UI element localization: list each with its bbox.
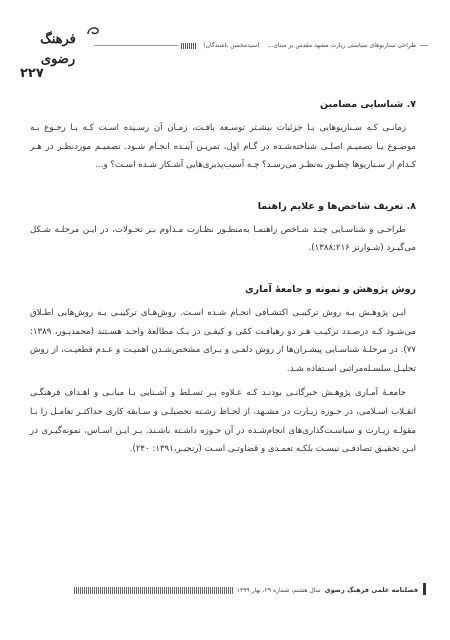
paragraph: طراحـی و شناسـایی چنـد شـاخص راهنمـا به‌منظـور نظـارت مـداوم بـر تحـولات، در ایـن مرحلـه شـکل می‌گیـرد (شـوارتز ۱۳۸۸:۲۱۶). <box>30 224 416 254</box>
paragraph: ایـن پژوهـش بـه روش ترکیبـی اکتشـافی انجـام شـده اسـت. روش‌هـای ترکیبـی بـه روش‌هایی اطـلاق می‌شـود کـه درصـدد ترکیـب هـر دو رهیافـت کمّی و کیفـی در یـک مطالعهٔ واحـد هسـتند (محمدپـور، ۱۳۸۹: ۷۷). در مرحلـهٔ شناسـایی پیشـران‌ها از روش دلفـی و بـرای مشخص‌شـدن اهمیـت و عـدم قطعیـت، از روش تحلیـل سلسـله‌مراتبی اسـتفاده شـد. <box>30 307 416 374</box>
section-heading: ۸. تعریف شاخص‌ها و علایم راهنما <box>257 200 416 212</box>
header-author: (سیدمحسن باشندگان) <box>199 42 263 49</box>
section-heading: ۷. شناسایی مضامین <box>319 99 416 110</box>
paragraph: جامعـهٔ آمـاری پژوهـش خبرگانـی بودنـد کـه عـلاوه بـر تسـلط و آشـنایی بـا مبانـی و اهـداف فرهنگـی انقـلاب اسـلامی، در حـوزه زیـارت در مشـهد، از لحـاظ رشـته تحصیلـی و سـابقه کاری حداکثـر تعامـل را بـا مقولـه زیـارت و سیاسـت‌گذاری‌های انجام‌شـده در آن حـوزه داشـته باشـند. بـر ایـن اسـاس، نمونه‌گیـری در ایـن تحقیـق تصادفـی نیسـت بلکـه تعمـدی و قضاوتـی اسـت (رنجبـر،۱۳۹۱: ۲۴۰). <box>30 388 416 455</box>
logo-ornament-icon <box>86 24 100 38</box>
header-tick-marks <box>178 42 199 49</box>
page-header <box>0 0 450 67</box>
section-heading: روش پژوهش و نمونه و جامعهٔ آماری <box>244 283 416 295</box>
article-body <box>30 98 416 459</box>
footer-tick-marks <box>22 586 233 594</box>
page-footer <box>22 584 426 596</box>
paragraph: زمانـی کـه سـناریوهایی بـا جزئیات بیشـتر توسـعه یافـت، زمـان آن رسـیده اسـت کـه بـا رجـوع بـه موضـوع یـا تصمیـم اصلـی شناخته‌شـده در گـام اول، تمریـن آینـده انجـام شـود. تصمیـم موردنظـر در هـر کـدام از سـناریوها چطـور به‌نظـر می‌رسـد؟ چـه آسیب‌پذیری‌هایی آشـکار شـده اسـت؟ و... <box>30 123 416 171</box>
journal-logo: فرهنگ رضوی <box>22 30 94 50</box>
footer-journal-name: فصلنامه علمی فرهنگ رضوی <box>324 586 418 594</box>
footer-issue-info: سال هشتم، شماره ۲۹، بهار ۱۳۹۹ <box>236 586 321 594</box>
footer-marker <box>423 583 426 595</box>
page-number: ۲۲۷ <box>20 66 44 81</box>
header-article-title: طراحی سناریوهای سیاستی زیارت مشهد مقدس بر مبنای... <box>263 42 420 49</box>
